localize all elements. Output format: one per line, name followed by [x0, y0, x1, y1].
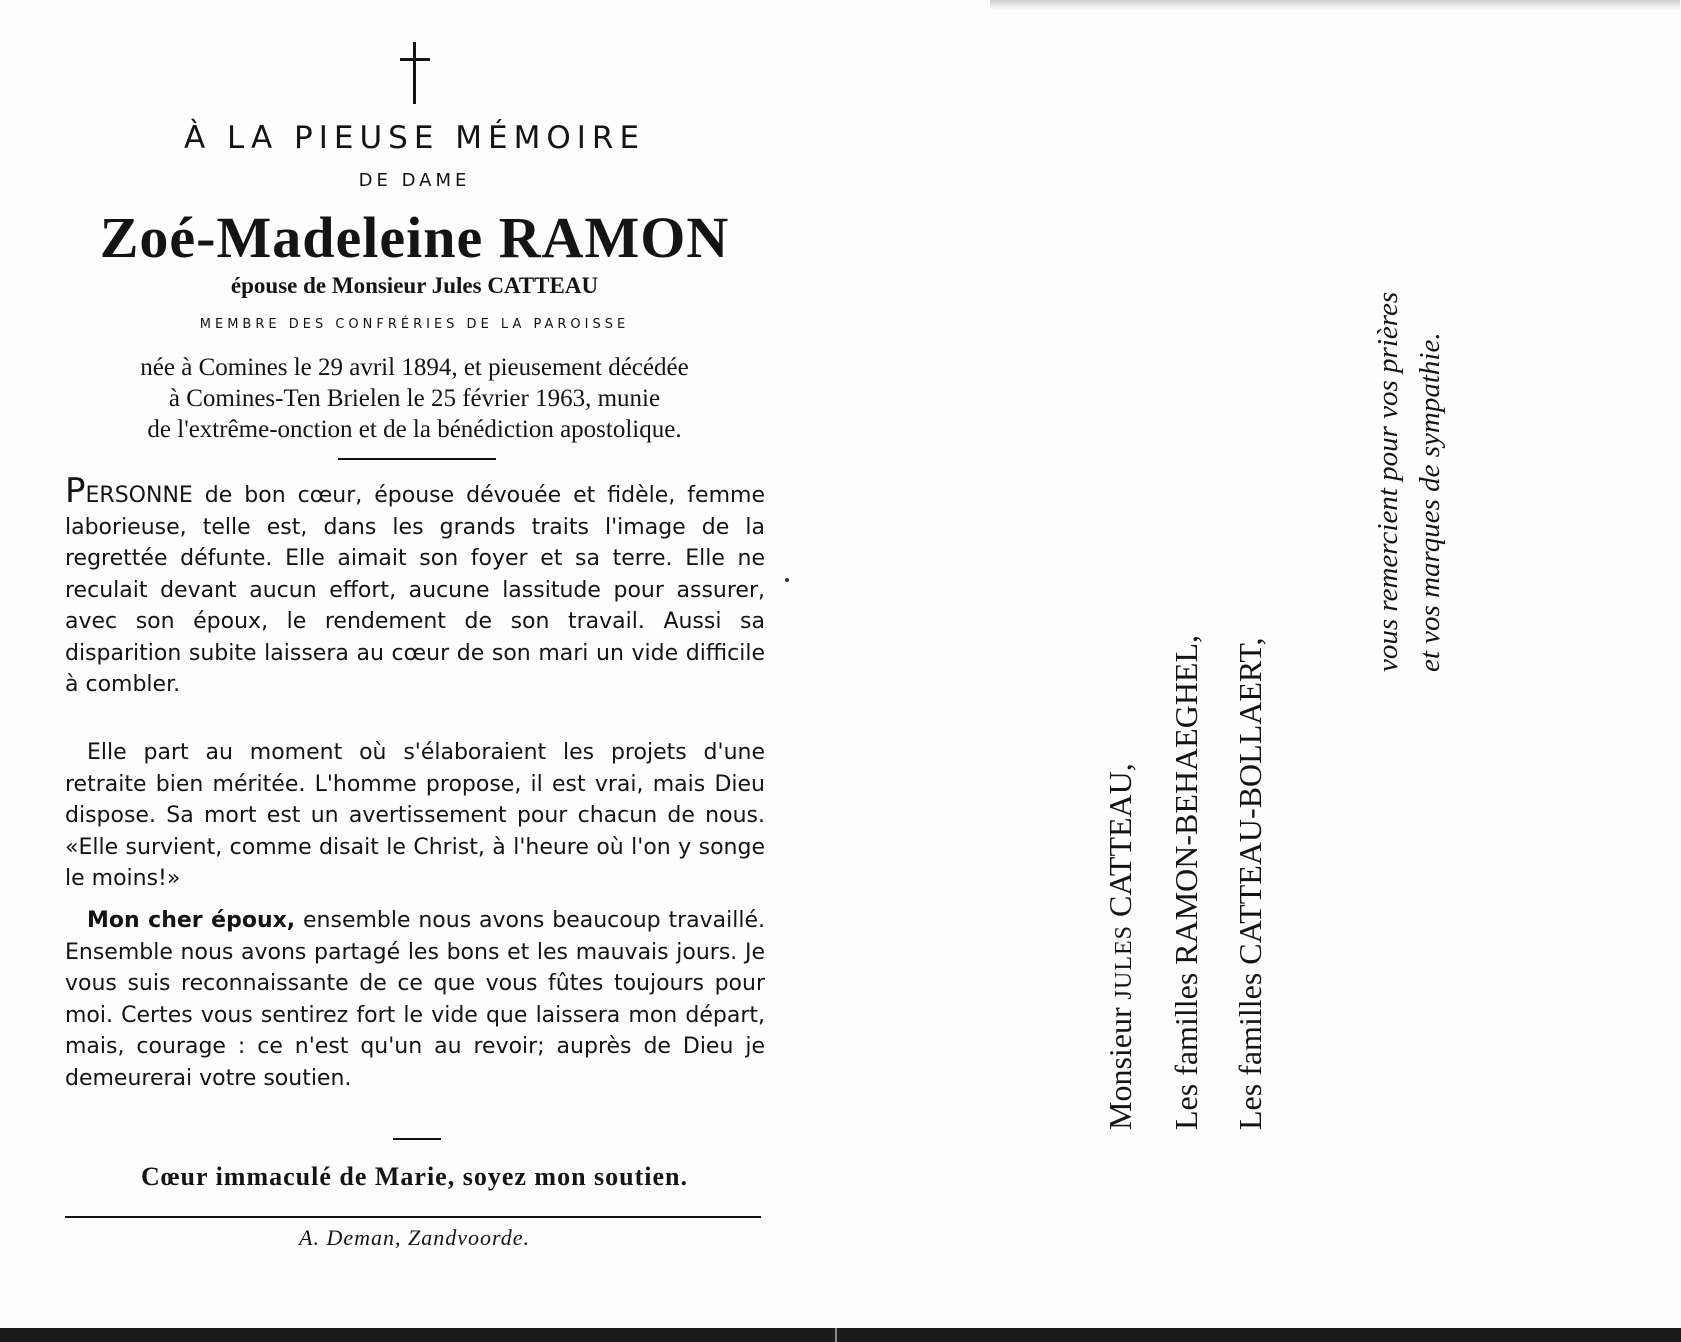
- birth-death-block: [62, 352, 767, 445]
- memorial-heading: À LA PIEUSE MÉMOIRE: [183, 120, 646, 156]
- paragraph-3-text: ensemble nous avons beaucoup travaillé. Ensemble nous avons partagé les bons et les mauvais jours. Je vous suis reconnaissante de ce que vous fûtes toujours pour moi. Certes vous sentirez fort le vide que laissera mon départ, mais, courage : ce n'est qu'un au revoir; auprès de Dieu je demeurerai votre soutien.: [65, 908, 765, 1091]
- paragraph-3-lead: Mon cher époux,: [87, 908, 296, 933]
- birth-death-line-2: à Comines-Ten Brielen le 25 février 1963, munie: [168, 385, 661, 412]
- memorial-subheading: DE DAME: [358, 170, 471, 191]
- divider-3: [65, 1216, 761, 1218]
- dust-speck: [785, 578, 789, 582]
- paragraph-2: Elle part au moment où s'élaboraient les projets d'une retraite bien méritée. L'homme propose, il est vrai, mais Dieu dispose. Sa mort est un avertissement pour chacun de nous. «Elle survient, comme disait le Christ, à l'heure où l'on y songe le moins!»: [65, 740, 765, 891]
- paragraph-1-text: ERSONNE de bon cœur, épouse dévouée et fidèle, femme laborieuse, telle est, dans les grands traits l'image de la regrettée défunte. Elle aimait son foyer et sa terre. Elle ne reculait devant aucun effort, aucune lassitude pour assurer, avec son époux, le rendement de son travail. Aussi sa disparition subite laissera au cœur de son mari un vide difficile à combler.: [65, 483, 765, 697]
- cross-icon: [400, 42, 430, 104]
- prayer-motto: Cœur immaculé de Marie, soyez mon soutien.: [140, 1162, 688, 1191]
- birth-death-line-3: de l'extrême-onction et de la bénédiction apostolique.: [147, 416, 682, 443]
- divider-1: [338, 458, 496, 460]
- spouse-line: épouse de Monsieur Jules CATTEAU: [230, 273, 599, 298]
- divider-2: [393, 1138, 441, 1140]
- paragraph-3: [65, 905, 765, 1094]
- scan-bottom-edge: [0, 1328, 1681, 1342]
- thanks-line-2: Les familles RAMON-BEHAEGHEL,: [1168, 634, 1204, 1130]
- thanks-line-4: vous remercient pour vos prières: [1372, 291, 1404, 672]
- thanks-line-1: Monsieur JULES CATTEAU,: [1102, 763, 1138, 1130]
- thanks-line-5: et vos marques de sympathie.: [1414, 332, 1446, 672]
- printer-credit: A. Deman, Zandvoorde.: [299, 1225, 530, 1250]
- paragraph-1: [65, 471, 765, 701]
- membership-line: MEMBRE DES CONFRÉRIES DE LA PAROISSE: [199, 317, 630, 332]
- drop-cap: P: [65, 471, 86, 511]
- thanks-line-3: Les familles CATTEAU-BOLLAERT,: [1232, 637, 1268, 1130]
- deceased-name: Zoé-Madeleine RAMON: [99, 205, 730, 270]
- scan-shadow: [990, 0, 1680, 10]
- scan-fold-mark: [835, 1328, 837, 1342]
- birth-death-line-1: née à Comines le 29 avril 1894, et pieusement décédée: [140, 354, 689, 381]
